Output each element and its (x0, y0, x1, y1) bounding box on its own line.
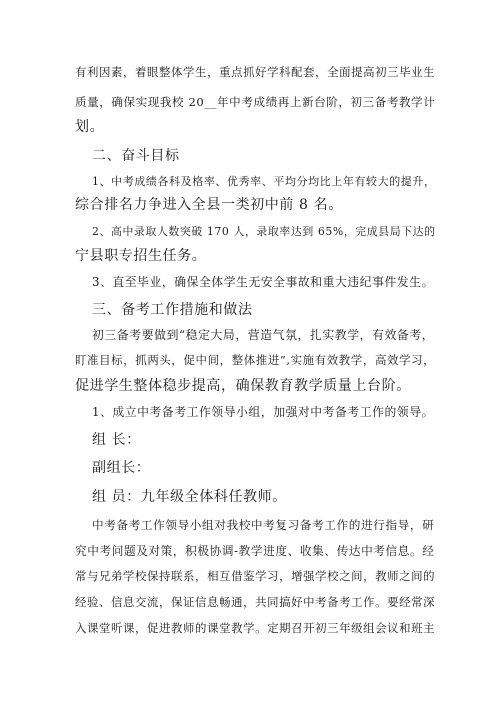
text-line: 究中考问题及对策，积极协调-教学进度、收集、传达中考信息。经 (75, 544, 435, 558)
text-line: 有利因素，着眼整体学生，重点抓好学科配套，全面提高初三毕业生 (75, 65, 436, 79)
section-heading: 二、奋斗目标 (92, 148, 180, 164)
text-line: 3、直至毕业，确保全体学生无安全事故和重大违纪事件发生。 (92, 275, 434, 289)
text-line: 1、成立中考备考工作领导小组，加强对中考备考工作的领导。 (92, 405, 434, 419)
text-line: 副组长： (92, 460, 151, 476)
text-line: 常与兄弟学校保持联系，相互借鉴学习，增强学校之间，教师之间的 (75, 569, 436, 583)
text-line: 初三备考要做到“稳定大局，营造气氛，扎实教学，有效备考， (92, 328, 435, 342)
text-line: 宁县职专招生任务。 (75, 248, 207, 264)
text-line: 组 长： (92, 432, 141, 448)
text-line: 中考备考工作领导小组对我校中考复习备考工作的进行指导，研 (92, 518, 435, 532)
text-line: 入课堂听课，促进教师的课堂教学。定期召开初三年级组会议和班主 (75, 621, 436, 635)
text-line: 划。 (75, 119, 105, 135)
text-line: 促进学生整体稳步提高，确保教育教学质量上台阶。 (75, 378, 411, 394)
section-heading: 三、备考工作措施和做法 (92, 302, 253, 318)
text-line: 组 员：九年级全体科任教师。 (92, 489, 287, 505)
text-line: 综合排名力争进入全县一类初中前 8 名。 (75, 197, 343, 213)
text-line: 2、高中录取人数突破 170 人，录取率达到 65%，完成县局下达的 (92, 225, 436, 238)
text-line: 盯准目标，抓两头，促中间，整体推进”,实施有效教学，高效学习， (75, 353, 436, 367)
text-line: 经验、信息交流，保证信息畅通，共同搞好中考备考工作。要经常深 (75, 595, 436, 609)
text-line: 1、中考成绩各科及格率、优秀率、平均分均比上年有较大的提升， (92, 175, 436, 188)
text-line: 质量，确保实现我校 20__年中考成绩再上新台阶，初三备考教学计 (75, 95, 436, 109)
